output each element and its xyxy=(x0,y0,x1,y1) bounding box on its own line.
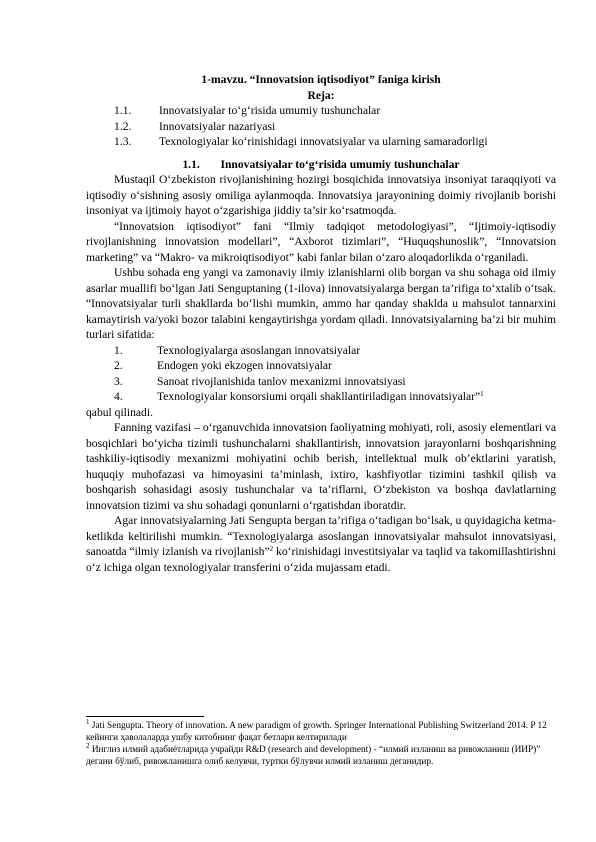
list-item-number: 4. xyxy=(114,390,123,403)
footnote-2 xyxy=(86,744,556,768)
section-number: 1.1. xyxy=(182,157,200,171)
plan-item-number: 1.3. xyxy=(114,135,132,148)
list-item xyxy=(86,358,556,374)
plan-item xyxy=(86,103,556,119)
innovation-types-list xyxy=(86,343,556,405)
list-item xyxy=(86,374,556,390)
paragraph-3-tail: qabul qilinadi. xyxy=(86,405,153,419)
list-item-text: Endogen yoki ekzogen innovatsiyalar xyxy=(157,359,332,372)
plan-item xyxy=(86,134,556,150)
list-item-text: Sanoat rivojlanishida tanlov mexanizmi innovatsiyasi xyxy=(157,374,406,388)
plan-item-number: 1.2. xyxy=(114,119,132,133)
list-item xyxy=(86,389,556,405)
paragraph-5-part-b: ko‘rinishidagi investitsiyalar va taqlid va takomillashtirishni o‘z ichiga olgan texnologiyalar transferini o‘zida mujassam etadi. xyxy=(86,545,556,574)
list-item-text: Texnologiyalarga asoslangan innovatsiyalar xyxy=(157,343,361,357)
footnote-text: Jati Sengupta. Theory of innovation. A new paradigm of growth. Springer International Publishing Switzerland 2014. P 12 кейинги ҳаволаларда ушбу китобнинг фақат бетлари келтирилади xyxy=(86,721,547,743)
list-item-text-content: Texnologiyalar konsorsiumi orqali shakllantiriladigan innovatsiyalar” xyxy=(157,390,481,403)
list-item-text xyxy=(157,389,484,405)
document-title: 1-mavzu. “Innovatsion iqtisodiyot” faniga kirish xyxy=(201,73,441,86)
list-item-number: 1. xyxy=(114,343,123,357)
paragraph-3: Ushbu sohada eng yangi va zamonaviy ilmiy izlanishlarni olib borgan va shu sohaga oid ilmiy asarlar muallifi bo‘lgan Jati Senguptaning (1-ilova) innovatsiyalarga bergan ta’rifiga to‘xtalib o‘tsak. “Innovatsiyalar turli shakllarda bo‘lishi mumkin, ammo har qanday shaklda u mahsulot tannarxini kamaytirish va/yoki bozor talabini kengaytirishga yordam qiladi. Innovatsiyalarning ba’zi bir muhim turlari sifatida: xyxy=(86,266,556,341)
plan-list xyxy=(86,103,556,150)
section-heading xyxy=(86,157,556,173)
paragraph-5 xyxy=(86,513,556,575)
footnote-ref-2[interactable]: 2 xyxy=(269,545,274,553)
footnote-mark: 1 xyxy=(86,718,90,726)
plan-item-text: Texnologiyalar ko‘rinishidagi innovatsiyalar va ularning samaradorligi xyxy=(159,135,488,148)
footnote-ref-1[interactable]: 1 xyxy=(480,390,484,398)
plan-item xyxy=(86,119,556,135)
plan-item-number: 1.1. xyxy=(114,104,132,117)
footnote-1 xyxy=(86,720,556,744)
paragraph-4: Fanning vazifasi – o‘rganuvchida innovatsion faoliyatning mohiyati, roli, asosiy elementlari va bosqichlari bo‘yicha tizimli tushunchalarni shakllantirish, innovatsion jarayonlarni boshqarishning tashkiliy-iqtisodiy mexanizmi mohiyatini ochib berish, intellektual mulk ob’ektlarini yaratish, huquqiy muhofazasi va himoyasini ta’minlash, ixtiro, kashfiyotlar tizimini tashkil qilish va boshqarish sohasidagi asosiy tushunchalar va ta’riflarni, O‘zbekiston va boshqa davlatlarning innovatsion tizimi va shu sohadagi qonunlarni o‘rgatishdan iboratdir. xyxy=(86,421,556,512)
plan-label: Reja: xyxy=(307,88,335,102)
footnote-divider xyxy=(86,716,204,717)
paragraph-1: Mustaqil O‘zbekiston rivojlanishining hozirgi bosqichida innovatsiya insoniyat taraqqiyoti va iqtisodiy o‘sishning asosiy omiliga aylanmoqda. Innovatsiya jarayonining doimiy rivojlanib borishi insoniyat va ijtimoiy hayot o‘zgarishiga jiddiy ta’sir ko‘rsatmoqda. xyxy=(86,173,556,217)
list-item-number: 2. xyxy=(114,359,123,372)
footnote-mark: 2 xyxy=(86,742,90,750)
list-item xyxy=(86,343,556,359)
paragraph-2: “Innovatsion iqtisodiyot” fani “Ilmiy tadqiqot metodologiyasi”, “Ijtimoiy-iqtisodiy rivojlanishning innovatsion modellari”, “Axborot tizimlari”, “Huquqshunoslik”, “Innovatsion marketing” va “Makro- va mikroiqtisodiyot” kabi fanlar bilan o‘zaro aloqadorlikda o‘rganiladi. xyxy=(86,219,556,264)
list-item-number: 3. xyxy=(114,374,123,388)
plan-item-text: Innovatsiyalar nazariyasi xyxy=(159,119,276,133)
section-title-text: Innovatsiyalar to‘g‘risida umumiy tushunchalar xyxy=(220,157,460,171)
paragraph-5-part-a: Agar innovatsiyalarning Jati Sengupta bergan ta’rifiga o‘tadigan bo‘lsak, u quyidagicha ketma-ketlikda keltirilishi mumkin. “Texnologiyalarga asoslangan innovatsiyalar mahsulot innovatsiyasi, sanoatda “ilmiy izlanish va rivojlanish” xyxy=(86,514,556,558)
document-page xyxy=(86,72,556,575)
plan-item-text: Innovatsiyalar to‘g‘risida umumiy tushunchalar xyxy=(159,104,381,117)
footnote-text: Инглиз илмий адабиётларида учрайди R&D (research and development) - “илмий изланиш ва ривожланиш (ИИР)” дегани бўлиб, ривожланишга олиб келувчи, туртки бўлувчи илмий изланиш деганидир. xyxy=(86,745,541,767)
footnotes xyxy=(86,716,556,768)
